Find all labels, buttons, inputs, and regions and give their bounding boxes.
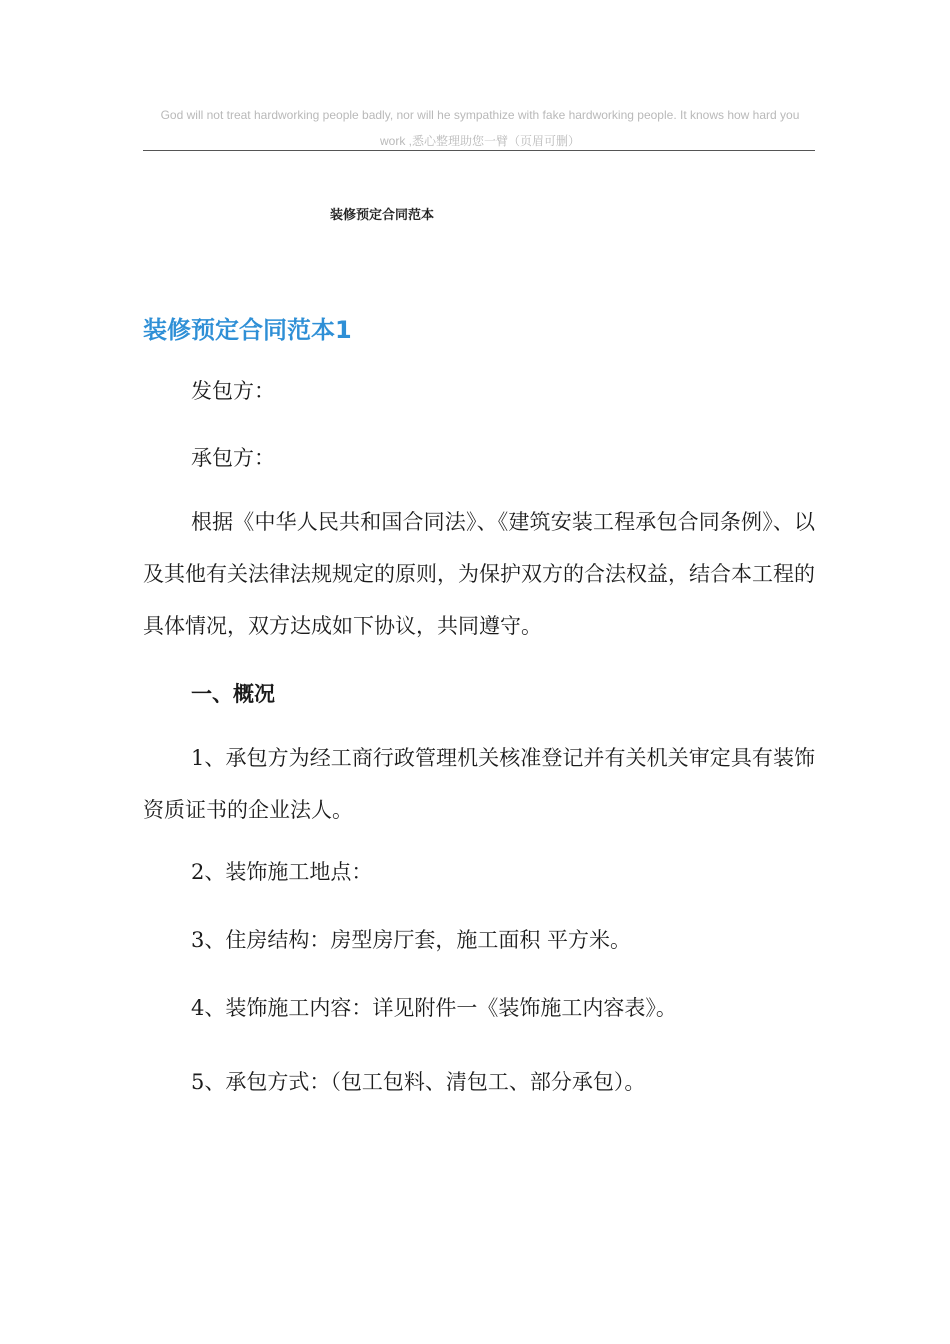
section-heading: 装修预定合同范本1 [143,316,352,344]
list-item: 5、承包方式：（包工包料、清包工、部分承包）。 [191,1070,646,1094]
list-item: 1、承包方为经工商行政管理机关核准登记并有关机关审定具有装饰资质证书的企业法人。 [143,746,815,822]
preamble-paragraph: 根据《中华人民共和国合同法》、《建筑安装工程承包合同条例》、以及其他有关法律法规规定的原则，为保护双方的合法权益，结合本工程的具体情况，双方达成如下协议，共同遵守。 [143,510,815,638]
subsection-heading-overview: 一、概况 [191,682,275,706]
document-title: 装修预定合同范本 [330,208,435,223]
party-b-line: 承包方： [191,446,275,470]
header-divider [143,150,815,151]
page-header-text: God will not treat hardworking people badly, nor will he sympathize with fake hardworking people. It knows how hard you work ,悉心整理助您一臂（页眉可删） [160,108,800,148]
party-a-line: 发包方： [191,379,275,403]
list-item: 4、装饰施工内容：详见附件一《装饰施工内容表》。 [191,996,677,1020]
list-item: 3、住房结构：房型房厅套，施工面积 平方米。 [191,928,632,952]
list-item: 2、装饰施工地点： [191,860,373,884]
